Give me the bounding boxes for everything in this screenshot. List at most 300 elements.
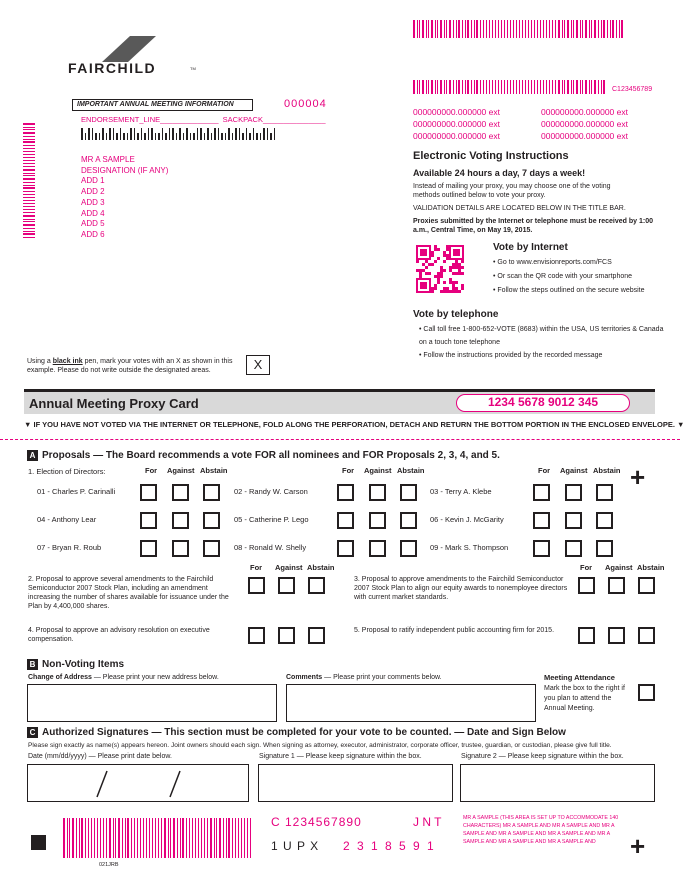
- qr-module: [437, 281, 440, 284]
- barcode-bar: [23, 187, 35, 189]
- plus-mark-bottom-icon: +: [630, 831, 646, 861]
- director-6-against-checkbox[interactable]: [565, 512, 582, 529]
- barcode-bar: [449, 80, 451, 94]
- qr-module: [425, 266, 428, 269]
- barcode-bar: [155, 818, 157, 858]
- barcode-bar: [109, 818, 111, 858]
- barcode-bar: [471, 80, 472, 94]
- director-name: 07 - Bryan R. Roub: [37, 543, 102, 552]
- barcode-bar: [437, 20, 438, 38]
- qr-module: [419, 269, 422, 272]
- postal-bar: [204, 133, 206, 140]
- barcode-bar: [546, 80, 547, 94]
- barcode-bar: [619, 20, 620, 38]
- barcode-bar: [23, 145, 35, 146]
- qr-module: [420, 282, 427, 289]
- postal-bar: [106, 133, 108, 140]
- qr-module: [437, 278, 440, 281]
- barcode-bar: [152, 818, 153, 858]
- comments-hint: — Please print your comments below.: [322, 674, 442, 681]
- upx-code: 1 U P X: [271, 839, 320, 853]
- phone-step-text: Follow the instructions provided by the recorded message: [423, 352, 603, 359]
- qr-module: [422, 269, 425, 272]
- fold-notice: [24, 420, 684, 429]
- barcode-bar: [23, 224, 35, 226]
- director-name: 09 - Mark S. Thompson: [430, 543, 509, 552]
- director-9-against-checkbox[interactable]: [565, 540, 582, 557]
- barcode-bar: [571, 20, 572, 38]
- postal-bar: [225, 133, 227, 140]
- barcode-bar: [476, 80, 478, 94]
- barcode-bar: [23, 136, 35, 137]
- qr-module: [452, 272, 455, 275]
- signature-1-input[interactable]: [258, 764, 453, 802]
- barcode-bar: [23, 197, 35, 199]
- barcode-bar: [616, 20, 617, 38]
- address-line: ADD 6: [81, 229, 105, 239]
- bottom-barcode: [63, 818, 251, 858]
- barcode-bar: [467, 20, 469, 38]
- director-2-abstain-checkbox[interactable]: [400, 484, 417, 501]
- barcode-bar: [546, 20, 547, 38]
- director-8-abstain-checkbox[interactable]: [400, 540, 417, 557]
- vote-header-against: Against: [364, 466, 392, 475]
- ink-emphasis: black ink: [52, 358, 83, 365]
- qr-module: [455, 266, 458, 269]
- address-label-bold: Change of Address: [28, 674, 92, 681]
- director-name: 06 - Kevin J. McGarity: [430, 515, 504, 524]
- vote-header-for: For: [342, 466, 355, 475]
- director-4-against-checkbox[interactable]: [172, 512, 189, 529]
- signature-1-label: Signature 1 — Please keep signature within the box.: [259, 753, 422, 760]
- director-8-for-checkbox[interactable]: [337, 540, 354, 557]
- barcode-bar: [582, 20, 583, 38]
- internet-step-text: Or scan the QR code with your smartphone: [497, 273, 633, 280]
- proposal-header-abstain: Abstain: [637, 563, 665, 572]
- barcode-bar: [603, 80, 605, 94]
- director-7-abstain-checkbox[interactable]: [203, 540, 220, 557]
- barcode-bar: [23, 231, 35, 232]
- barcode-bar: [431, 20, 433, 38]
- meeting-attendance: [544, 673, 632, 714]
- barcode-bar: [247, 818, 249, 858]
- qr-module: [443, 287, 446, 290]
- comments-label-bold: Comments: [286, 674, 323, 681]
- postal-bar: [134, 128, 136, 140]
- postal-bar: [197, 128, 199, 140]
- director-7-against-checkbox[interactable]: [172, 540, 189, 557]
- director-1-abstain-checkbox[interactable]: [203, 484, 220, 501]
- barcode-bar: [23, 175, 35, 176]
- director-1-against-checkbox[interactable]: [172, 484, 189, 501]
- barcode-bar: [106, 818, 107, 858]
- qr-module: [453, 249, 460, 256]
- qr-module: [434, 245, 437, 248]
- barcode-bar: [573, 80, 574, 94]
- barcode-bar: [23, 237, 35, 238]
- perforation-line: [0, 439, 680, 440]
- phone-steps: [413, 323, 668, 362]
- qr-module: [443, 251, 446, 254]
- qr-module: [431, 290, 434, 293]
- voting-title: Electronic Voting Instructions: [413, 150, 569, 162]
- change-of-address-label: [28, 674, 219, 681]
- barcode-bar: [537, 80, 538, 94]
- qr-module: [458, 272, 461, 275]
- sample-x: X: [253, 357, 263, 372]
- qr-module: [455, 287, 458, 290]
- barcode-bar: [23, 169, 35, 171]
- card-title: Annual Meeting Proxy Card: [29, 396, 199, 411]
- postal-bar: [155, 133, 157, 140]
- postal-bar: [253, 128, 255, 140]
- director-9-abstain-checkbox[interactable]: [596, 540, 613, 557]
- director-3-abstain-checkbox[interactable]: [596, 484, 613, 501]
- proposal-p3-abstain-checkbox[interactable]: [638, 577, 655, 594]
- barcode-bar: [23, 154, 35, 155]
- voting-subtitle: Available 24 hours a day, 7 days a week!: [413, 168, 586, 178]
- postal-bar: [123, 133, 125, 140]
- barcode-bar: [91, 818, 93, 858]
- qr-module: [449, 281, 452, 284]
- vote-header-abstain: Abstain: [200, 466, 228, 475]
- barcode-bar: [435, 20, 436, 38]
- qr-module: [452, 281, 455, 284]
- barcode-bar: [134, 818, 135, 858]
- qr-module: [455, 260, 458, 263]
- barcode-bar: [549, 20, 551, 38]
- ext-number: 000000000.000000 ext: [541, 107, 628, 117]
- director-6-for-checkbox[interactable]: [533, 512, 550, 529]
- barcode-bar: [555, 80, 556, 94]
- barcode-bar: [594, 80, 596, 94]
- qr-module: [455, 281, 458, 284]
- barcode-bar: [177, 818, 178, 858]
- barcode-bar: [610, 20, 611, 38]
- barcode-bar: [223, 818, 224, 858]
- barcode-bar: [598, 80, 599, 94]
- important-info-box: [72, 99, 253, 111]
- barcode-bar: [598, 20, 599, 38]
- postal-bar: [246, 128, 248, 140]
- barcode-bar: [531, 80, 533, 94]
- barcode-bar: [513, 20, 515, 38]
- director-2-against-checkbox[interactable]: [369, 484, 386, 501]
- barcode-bar: [180, 818, 181, 858]
- proposal-p4-abstain-checkbox[interactable]: [308, 627, 325, 644]
- barcode-bar: [540, 80, 542, 94]
- director-4-abstain-checkbox[interactable]: [203, 512, 220, 529]
- barcode-bar: [210, 818, 212, 858]
- proposal-p2-against-checkbox[interactable]: [278, 577, 295, 594]
- postal-bar: [274, 128, 276, 140]
- barcode-bar: [428, 80, 429, 94]
- barcode-bar: [88, 818, 89, 858]
- qr-module: [446, 254, 449, 257]
- director-8-against-checkbox[interactable]: [369, 540, 386, 557]
- director-6-abstain-checkbox[interactable]: [596, 512, 613, 529]
- qr-module: [446, 290, 449, 293]
- qr-module: [425, 272, 428, 275]
- voting-intro: Instead of mailing your proxy, you may choose one of the voting methods outlined below to vote your proxy.: [413, 183, 611, 199]
- proposal-p3-for-checkbox[interactable]: [578, 577, 595, 594]
- barcode-bar: [23, 191, 35, 192]
- endorsement-line: [81, 115, 326, 124]
- postal-bar: [169, 128, 171, 140]
- postal-bar: [211, 133, 213, 140]
- barcode-bar: [127, 818, 129, 858]
- proposal-header-for: For: [580, 563, 593, 572]
- qr-module: [443, 290, 446, 293]
- vote-header-for: For: [145, 466, 158, 475]
- barcode-bar: [585, 20, 587, 38]
- meeting-attendance-checkbox[interactable]: [638, 684, 655, 701]
- vote-header-abstain: Abstain: [397, 466, 425, 475]
- barcode-bar: [97, 818, 98, 858]
- fold-notice-text: IF YOU HAVE NOT VOTED VIA THE INTERNET OR TELEPHONE, FOLD ALONG THE PERFORATION, DETACH AND RETURN THE BOTTOM PORTION IN THE ENCLOSED ENVELOPE.: [33, 420, 675, 429]
- barcode-bar: [238, 818, 240, 858]
- section-a-title: Proposals — The Board recommends a vote FOR all nominees and FOR Proposals 2, 3, 4, and 5.: [42, 450, 500, 461]
- vote-by-telephone: [413, 309, 668, 362]
- barcode-bar: [519, 20, 520, 38]
- postal-bar: [232, 133, 234, 140]
- barcode-bar: [100, 818, 102, 858]
- barcode-bar: [23, 209, 35, 210]
- postal-bar: [88, 128, 90, 140]
- proposal-p2-for-checkbox[interactable]: [248, 577, 265, 594]
- postal-bar: [109, 128, 111, 140]
- address-line: ADD 5: [81, 219, 105, 229]
- postal-bar: [151, 128, 153, 140]
- bullet-icon: •: [493, 287, 498, 294]
- section-c-header: [27, 727, 566, 738]
- barcode-bar: [558, 20, 560, 38]
- internet-step-text: Go to www.envisionreports.com/FCS: [497, 259, 612, 266]
- barcode-bar: [122, 818, 123, 858]
- barcode-bar: [528, 20, 529, 38]
- barcode-bar: [23, 166, 35, 167]
- proposal-p4-against-checkbox[interactable]: [278, 627, 295, 644]
- barcode-bar: [449, 20, 451, 38]
- postal-bar: [260, 133, 262, 140]
- barcode-bar: [444, 20, 445, 38]
- change-of-address-input[interactable]: [27, 684, 277, 722]
- barcode-bar: [226, 818, 227, 858]
- barcode-bar: [417, 80, 418, 94]
- qr-module: [434, 275, 437, 278]
- barcode-bar: [474, 20, 475, 38]
- barcode-bar: [480, 20, 481, 38]
- mailing-address: [81, 155, 168, 241]
- postal-bar: [179, 128, 181, 140]
- postal-bar: [113, 128, 115, 140]
- vote-by-internet: [493, 242, 668, 298]
- barcode-bar: [161, 818, 162, 858]
- postal-bar: [200, 128, 202, 140]
- barcode-bar: [113, 818, 114, 858]
- qr-module: [440, 266, 443, 269]
- barcode-bar: [562, 80, 563, 94]
- barcode-bar: [440, 80, 442, 94]
- barcode-bar: [456, 20, 457, 38]
- comments-input[interactable]: [286, 684, 536, 722]
- date-input[interactable]: [27, 764, 249, 802]
- barcode-bar: [23, 206, 35, 208]
- barcode-bar: [23, 139, 35, 140]
- barcode-bar: [103, 818, 104, 858]
- proposal-p3-against-checkbox[interactable]: [608, 577, 625, 594]
- bullet-icon: •: [419, 352, 424, 359]
- barcode-bar: [594, 20, 596, 38]
- barcode-bar: [480, 80, 481, 94]
- barcode-bar: [417, 20, 418, 38]
- barcode-bar: [440, 20, 442, 38]
- director-7-for-checkbox[interactable]: [140, 540, 157, 557]
- ext-number: 000000000.000000 ext: [413, 107, 500, 117]
- qr-module: [461, 287, 464, 290]
- director-1-for-checkbox[interactable]: [140, 484, 157, 501]
- qr-module: [437, 248, 440, 251]
- form-code: 021JRB: [99, 862, 119, 868]
- qr-module: [449, 290, 452, 293]
- barcode-bar: [207, 818, 208, 858]
- proposal-p4-for-checkbox[interactable]: [248, 627, 265, 644]
- barcode-bar: [567, 20, 569, 38]
- barcode-bar: [534, 20, 535, 38]
- postal-bar: [137, 133, 139, 140]
- barcode-bar: [576, 80, 578, 94]
- postal-bar: [144, 133, 146, 140]
- barcode-bar: [531, 20, 533, 38]
- fold-arrow-left-icon: ▼: [24, 420, 34, 429]
- qr-module: [419, 275, 422, 278]
- postal-bar: [127, 133, 129, 140]
- qr-module: [455, 272, 458, 275]
- barcode-bar: [23, 185, 35, 186]
- qr-module: [455, 290, 458, 293]
- director-5-abstain-checkbox[interactable]: [400, 512, 417, 529]
- address-line: ADD 2: [81, 187, 105, 197]
- qr-module: [437, 275, 440, 278]
- barcode-bar: [458, 20, 460, 38]
- qr-module: [443, 260, 446, 263]
- comments-label: [286, 674, 442, 681]
- qr-module: [452, 284, 455, 287]
- director-name: 04 - Anthony Lear: [37, 515, 97, 524]
- proposal-p2-abstain-checkbox[interactable]: [308, 577, 325, 594]
- qr-module: [425, 260, 428, 263]
- proposal-p5-for-checkbox[interactable]: [578, 627, 595, 644]
- barcode-bar: [232, 818, 233, 858]
- proposal-header-abstain: Abstain: [307, 563, 335, 572]
- plus-mark-icon: +: [630, 462, 646, 492]
- proposal-header-for: For: [250, 563, 263, 572]
- director-5-against-checkbox[interactable]: [369, 512, 386, 529]
- director-4-for-checkbox[interactable]: [140, 512, 157, 529]
- vote-header-against: Against: [560, 466, 588, 475]
- barcode-bar: [534, 80, 535, 94]
- barcode-bar: [63, 818, 65, 858]
- postal-bar: [162, 128, 164, 140]
- barcode-bar: [591, 20, 592, 38]
- postal-bar: [120, 128, 122, 140]
- qr-module: [446, 245, 449, 248]
- director-name: 05 - Catherine P. Lego: [234, 515, 309, 524]
- postal-bar: [242, 133, 244, 140]
- sample-text-area: MR A SAMPLE (THIS AREA IS SET UP TO ACCOMMODATE 140 CHARACTERS) MR A SAMPLE AND MR A SAMPLE AND MR A SAMPLE AND MR A SAMPLE AND MR A SAMPLE AND MR A SAMPLE AND MR A SAMPLE AND MR A SAMPLE AND: [463, 815, 619, 845]
- barcode-bar: [413, 20, 415, 38]
- barcode-bar: [465, 20, 466, 38]
- director-9-for-checkbox[interactable]: [533, 540, 550, 557]
- endorsement-text: ENDORSEMENT_LINE______________: [81, 115, 219, 124]
- qr-module: [449, 278, 452, 281]
- qr-module: [437, 257, 440, 260]
- vote-header-for: For: [538, 466, 551, 475]
- qr-module: [452, 266, 455, 269]
- fold-arrow-right-icon: ▼: [674, 420, 684, 429]
- title-bar: [24, 389, 655, 414]
- barcode-bar: [483, 80, 484, 94]
- barcode-bar: [235, 818, 236, 858]
- barcode-bar: [81, 818, 83, 858]
- election-label: 1. Election of Directors:: [28, 467, 106, 476]
- section-b-badge: B: [27, 659, 38, 670]
- internet-step: [493, 256, 668, 270]
- meeting-title: Meeting Attendance: [544, 673, 615, 682]
- barcode-bar: [198, 818, 199, 858]
- barcode-bar: [158, 818, 159, 858]
- postal-bar: [172, 128, 174, 140]
- director-3-against-checkbox[interactable]: [565, 484, 582, 501]
- postal-bar: [158, 133, 160, 140]
- director-2-for-checkbox[interactable]: [337, 484, 354, 501]
- barcode-bar: [453, 20, 454, 38]
- proposal-p5-against-checkbox[interactable]: [608, 627, 625, 644]
- barcode-bar: [573, 20, 574, 38]
- director-5-for-checkbox[interactable]: [337, 512, 354, 529]
- barcode-bar: [476, 20, 478, 38]
- barcode-bar: [607, 20, 608, 38]
- qr-module: [416, 260, 419, 263]
- barcode-bar: [214, 818, 215, 858]
- barcode-bar: [522, 80, 524, 94]
- barcode-bar: [601, 80, 602, 94]
- barcode-bar: [241, 818, 242, 858]
- vote-header-abstain: Abstain: [593, 466, 621, 475]
- signature-2-input[interactable]: [460, 764, 655, 802]
- barcode-bar: [486, 80, 488, 94]
- barcode-bar: [79, 818, 80, 858]
- barcode-bar: [435, 80, 436, 94]
- barcode-bar: [540, 20, 542, 38]
- barcode-bar: [419, 80, 420, 94]
- qr-module: [431, 251, 434, 254]
- barcode-bar: [504, 80, 506, 94]
- barcode-bar: [228, 818, 230, 858]
- barcode-bar: [23, 127, 35, 128]
- barcode-bar: [522, 20, 524, 38]
- address-line: ADD 4: [81, 208, 105, 218]
- qr-module: [452, 290, 455, 293]
- proposal-p5-abstain-checkbox[interactable]: [638, 627, 655, 644]
- qr-module: [440, 275, 443, 278]
- barcode-bar: [426, 80, 427, 94]
- bullet-icon: •: [493, 259, 498, 266]
- barcode-bar: [492, 80, 493, 94]
- director-3-for-checkbox[interactable]: [533, 484, 550, 501]
- barcode-bar: [23, 219, 35, 220]
- barcode-bar: [501, 80, 502, 94]
